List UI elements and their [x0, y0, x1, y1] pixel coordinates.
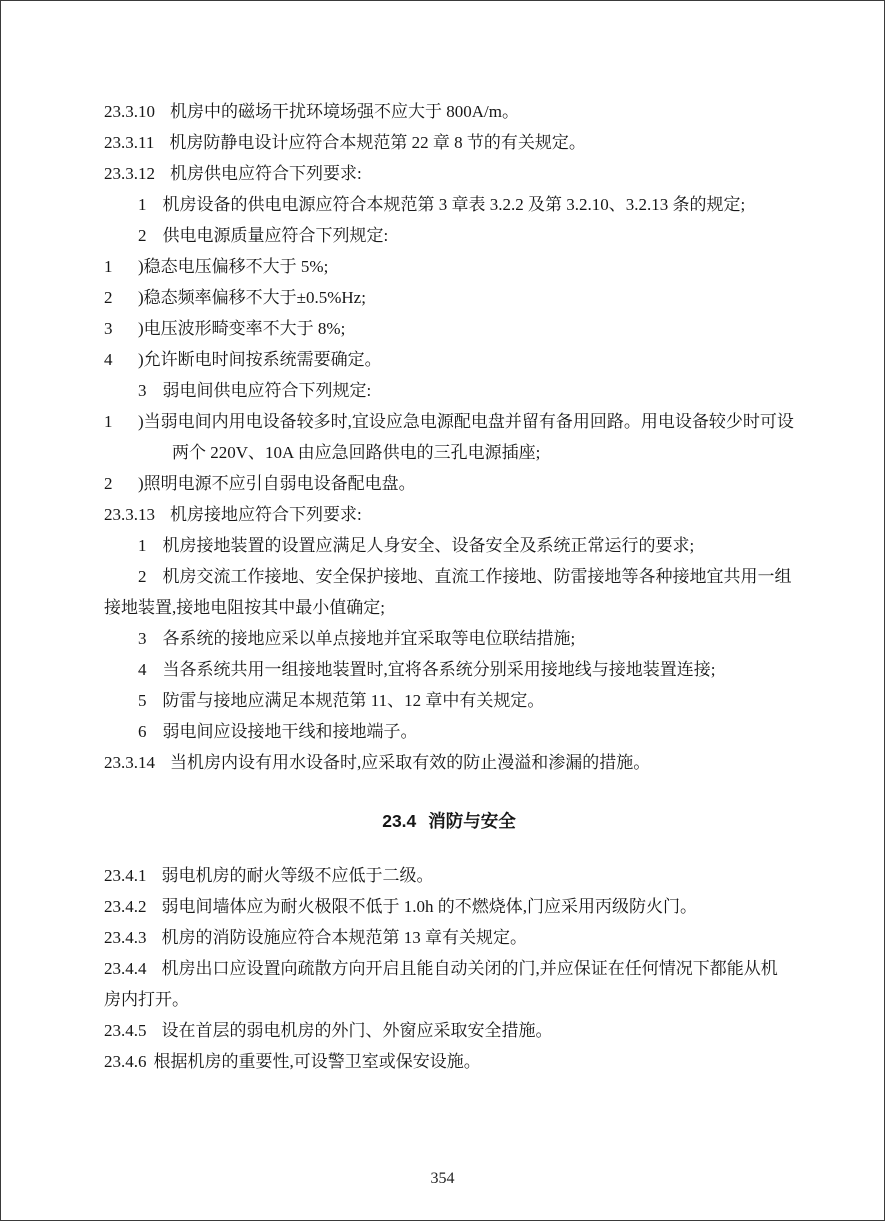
clause-number: 23.3.10	[104, 102, 155, 121]
clause-number: 23.4.4	[104, 959, 147, 978]
item-23-3-13-3	[104, 623, 794, 654]
item-number: 2	[138, 226, 147, 245]
clause-text: 机房供电应符合下列要求:	[170, 164, 362, 183]
clause-23-3-11	[104, 127, 794, 158]
document-content	[104, 96, 794, 1077]
item-number: 2	[104, 474, 113, 493]
clause-23-4-2	[104, 891, 794, 922]
item-text: )当弱电间内用电设备较多时,宜设应急电源配电盘并留有备用回路。用电设备较少时可设两个 220V、10A 由应急回路供电的三孔电源插座;	[138, 412, 794, 462]
section-heading-23-4	[104, 806, 794, 837]
clause-number: 23.3.12	[104, 164, 155, 183]
clause-number: 23.4.2	[104, 897, 147, 916]
clause-text: 机房接地应符合下列要求:	[170, 505, 362, 524]
item-number: 2	[138, 567, 147, 586]
clause-number: 23.4.6	[104, 1052, 147, 1071]
item-text: 防雷与接地应满足本规范第 11、12 章中有关规定。	[162, 691, 545, 710]
clause-number: 23.3.14	[104, 753, 155, 772]
clause-number: 23.4.5	[104, 1021, 147, 1040]
clause-number: 23.4.1	[104, 866, 147, 885]
item-23-3-13-5	[104, 685, 794, 716]
clause-text: 设在首层的弱电机房的外门、外窗应采取安全措施。	[161, 1021, 553, 1040]
clause-text: 根据机房的重要性,可设警卫室或保安设施。	[153, 1052, 481, 1071]
item-text: 机房交流工作接地、安全保护接地、直流工作接地、防雷接地等各种接地宜共用一组接地装置,接地电阻按其中最小值确定;	[104, 567, 792, 617]
item-23-3-12-1	[104, 189, 794, 220]
clause-23-4-1	[104, 860, 794, 891]
item-number: 1	[104, 257, 113, 276]
paren-item-23-3-12-2-1	[104, 251, 794, 282]
item-number: 2	[104, 288, 113, 307]
clause-23-4-6	[104, 1046, 794, 1077]
clause-23-3-14	[104, 747, 794, 778]
clause-number: 23.3.13	[104, 505, 155, 524]
item-number: 3	[104, 319, 113, 338]
item-text: )照明电源不应引自弱电设备配电盘。	[138, 474, 416, 493]
item-23-3-13-2	[104, 561, 794, 623]
paren-item-23-3-12-2-2	[104, 282, 794, 313]
item-23-3-13-1	[104, 530, 794, 561]
item-number: 4	[138, 660, 147, 679]
item-text: )电压波形畸变率不大于 8%;	[138, 319, 346, 338]
item-number: 4	[104, 350, 113, 369]
paren-item-23-3-12-3-2	[104, 468, 794, 499]
item-text: )允许断电时间按系统需要确定。	[138, 350, 382, 369]
item-23-3-12-3	[104, 375, 794, 406]
item-text: 弱电间应设接地干线和接地端子。	[162, 722, 418, 741]
item-text: 供电电源质量应符合下列规定:	[162, 226, 389, 245]
paren-item-23-3-12-2-3	[104, 313, 794, 344]
clause-text: 弱电间墙体应为耐火极限不低于 1.0h 的不燃烧体,门应采用丙级防火门。	[161, 897, 697, 916]
item-number: 6	[138, 722, 147, 741]
clause-23-4-4	[104, 953, 794, 1015]
item-number: 1	[138, 536, 147, 555]
item-text: 当各系统共用一组接地装置时,宜将各系统分别采用接地线与接地装置连接;	[162, 660, 716, 679]
item-number: 5	[138, 691, 147, 710]
clause-23-4-3	[104, 922, 794, 953]
clause-text: 机房防静电设计应符合本规范第 22 章 8 节的有关规定。	[169, 133, 586, 152]
clause-23-4-5	[104, 1015, 794, 1046]
clause-number: 23.4.3	[104, 928, 147, 947]
item-number: 1	[138, 195, 147, 214]
item-23-3-12-2	[104, 220, 794, 251]
item-23-3-13-4	[104, 654, 794, 685]
clause-23-3-12	[104, 158, 794, 189]
clause-text: 机房出口应设置向疏散方向开启且能自动关闭的门,并应保证在任何情况下都能从机房内打开。	[104, 959, 778, 1009]
clause-number: 23.3.11	[104, 133, 155, 152]
clause-text: 机房的消防设施应符合本规范第 13 章有关规定。	[161, 928, 527, 947]
item-text: )稳态电压偏移不大于 5%;	[138, 257, 329, 276]
item-number: 1	[104, 412, 113, 431]
clause-23-3-10	[104, 96, 794, 127]
item-number: 3	[138, 629, 147, 648]
section-number: 23.4	[382, 811, 417, 831]
item-text: 各系统的接地应采以单点接地并宜采取等电位联结措施;	[162, 629, 576, 648]
clause-text: 机房中的磁场干扰环境场强不应大于 800A/m。	[170, 102, 519, 121]
item-23-3-13-6	[104, 716, 794, 747]
clause-23-3-13	[104, 499, 794, 530]
paren-item-23-3-12-2-4	[104, 344, 794, 375]
item-number: 3	[138, 381, 147, 400]
item-text: )稳态频率偏移不大于±0.5%Hz;	[138, 288, 366, 307]
item-text: 弱电间供电应符合下列规定:	[162, 381, 372, 400]
paren-item-23-3-12-3-1	[104, 406, 794, 468]
section-title: 消防与安全	[428, 811, 516, 831]
clause-text: 当机房内设有用水设备时,应采取有效的防止漫溢和渗漏的措施。	[170, 753, 651, 772]
page-number: 354	[430, 1170, 455, 1187]
item-text: 机房设备的供电电源应符合本规范第 3 章表 3.2.2 及第 3.2.10、3.2.13 条的规定;	[162, 195, 746, 214]
item-text: 机房接地装置的设置应满足人身安全、设备安全及系统正常运行的要求;	[162, 536, 695, 555]
clause-text: 弱电机房的耐火等级不应低于二级。	[161, 866, 434, 885]
